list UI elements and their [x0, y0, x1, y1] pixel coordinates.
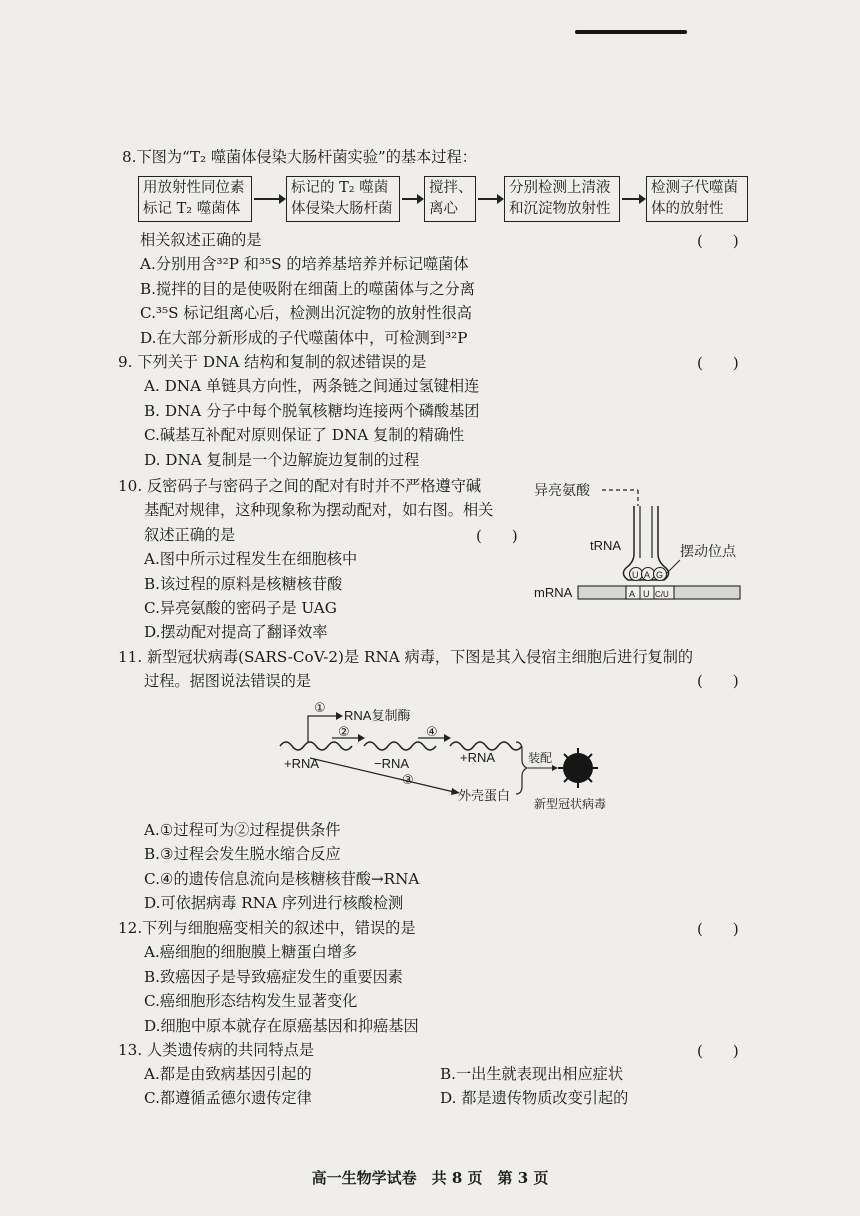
anticodon-letter: G — [656, 570, 664, 580]
wobble-label: 摆动位点 — [680, 543, 736, 559]
q13-option-c: C.都遵循孟德尔遗传定律 — [144, 1089, 312, 1107]
q13-option-d: D. 都是遗传物质改变引起的 — [440, 1089, 629, 1107]
enzyme-label: RNA复制酶 — [344, 708, 411, 723]
trna-figure — [530, 476, 750, 610]
q9-block — [118, 350, 479, 472]
arrowhead — [552, 765, 558, 771]
q11-option-d: D.可依据病毒 RNA 序列进行核酸检测 — [144, 894, 404, 913]
codon-letter: A — [629, 589, 636, 599]
q13-option-b: B.一出生就表现出相应症状 — [440, 1065, 624, 1083]
flow-arrow — [622, 198, 644, 200]
flow-arrow — [478, 198, 502, 200]
plus-rna-label: +RNA — [284, 756, 320, 771]
trna-label: tRNA — [590, 538, 622, 553]
q13-stem: 13. 人类遗传病的共同特点是 — [118, 1041, 315, 1059]
flow-box-2: 标记的 T₂ 噬菌 体侵染大肠杆菌 — [286, 176, 400, 222]
anticodon-letter: U — [632, 570, 639, 580]
minus-rna-label: −RNA — [374, 756, 410, 771]
q11-option-b: B.③过程会发生脱水缩合反应 — [144, 845, 341, 864]
step-3: ③ — [402, 772, 414, 787]
q10-option-d: D.摆动配对提高了翻译效率 — [144, 623, 328, 642]
q8-stem: 8.下图为“T₂ 噬菌体侵染大肠杆菌实验”的基本过程： — [122, 148, 477, 166]
q10-option-a: A.图中所示过程发生在细胞核中 — [144, 550, 358, 569]
q12-option-b: B.致癌因子是导致癌症发生的重要因素 — [144, 967, 403, 986]
flow-box-3: 搅拌、 离心 — [424, 176, 476, 222]
mrna-label: mRNA — [534, 585, 573, 600]
q11-answer-paren: ( ) — [697, 672, 739, 690]
flow-box-4: 分别检测上清液 和沉淀物放射性 — [504, 176, 620, 222]
q8-option-a: A.分别用含³²P 和³⁵S 的培养基培养并标记噬菌体 — [140, 255, 469, 274]
q9-option-c: C.碱基互补配对原则保证了 DNA 复制的精确性 — [144, 426, 465, 445]
q10-block — [118, 474, 493, 645]
q12-stem: 12.下列与细胞癌变相关的叙述中，错误的是 — [118, 919, 416, 937]
virus-replication-figure — [270, 696, 610, 814]
arrowhead — [444, 734, 451, 742]
q10-answer-paren: ( ) — [476, 527, 518, 545]
q12-block — [118, 916, 419, 1038]
flow-arrow — [254, 198, 284, 200]
codon-letter: C/U — [655, 590, 669, 599]
q9-stem: 9. 下列关于 DNA 结构和复制的叙述错误的是 — [118, 353, 427, 371]
q8-options — [140, 228, 475, 350]
q12-option-c: C.癌细胞形态结构发生显著变化 — [144, 992, 358, 1011]
page-footer: 高一生物学试卷 共 8 页 第 3 页 — [311, 1169, 549, 1187]
q13-answer-paren: ( ) — [697, 1042, 739, 1060]
q10-stem: 10. 反密码子与密码子之间的配对有时并不严格遵守碱 — [118, 477, 482, 495]
capsid-label: 外壳蛋白 — [458, 788, 511, 803]
minus-rna-wave — [364, 742, 436, 750]
q11-options — [144, 818, 419, 916]
q8-ask: 相关叙述正确的是 — [140, 231, 262, 249]
q11-stem: 11. 新型冠状病毒(SARS-CoV-2)是 RNA 病毒，下图是其入侵宿主细胞后进行复制的 过程。据图说法错误的是 — [118, 648, 694, 691]
arrowhead — [336, 712, 343, 720]
flow-box-5: 检测子代噬菌 体的放射性 — [646, 176, 748, 222]
codon-letter: U — [643, 589, 650, 599]
q9-option-a: A. DNA 单链具方向性，两条链之间通过氢键相连 — [144, 377, 480, 396]
arrow-1 — [308, 716, 336, 742]
virus-icon — [558, 748, 598, 788]
q11-option-c: C.④的遗传信息流向是核糖核苷酸→RNA — [144, 869, 420, 888]
plus-rna2-label: +RNA — [460, 750, 496, 765]
q10-stem: 叙述正确的是 — [144, 525, 236, 544]
q8-option-c: C.³⁵S 标记组离心后，检测出沉淀物的放射性很高 — [140, 304, 472, 323]
virus-label: 新型冠状病毒 — [534, 797, 607, 811]
step-2: ② — [338, 724, 350, 739]
arrowhead — [358, 734, 365, 742]
q9-option-d: D. DNA 复制是一个边解旋边复制的过程 — [144, 450, 420, 469]
q8-answer-paren: ( ) — [697, 232, 739, 250]
q11-option-a: A.①过程可为②过程提供条件 — [144, 821, 341, 839]
q8-option-d: D.在大部分新形成的子代噬菌体中，可检测到³²P — [140, 328, 468, 347]
q12-option-d: D.细胞中原本就存在原癌基因和抑癌基因 — [144, 1016, 419, 1035]
wobble-pointer — [666, 560, 680, 574]
q12-answer-paren: ( ) — [697, 920, 739, 938]
plus-rna2-wave — [450, 742, 522, 750]
q13-option-a: A.都是由致病基因引起的 — [144, 1065, 312, 1083]
q12-option-a: A.癌细胞的细胞膜上糖蛋白增多 — [144, 943, 358, 962]
q9-answer-paren: ( ) — [697, 354, 739, 372]
q10-stem: 基配对规律，这种现象称为摆动配对，如右图。相关 — [144, 501, 494, 520]
scan-mark — [575, 30, 687, 34]
q10-option-c: C.异亮氨酸的密码子是 UAG — [144, 599, 337, 618]
flow-arrow — [402, 198, 422, 200]
q10-option-b: B.该过程的原料是核糖核苷酸 — [144, 574, 343, 593]
step-4: ④ — [426, 724, 438, 739]
q9-option-b: B. DNA 分子中每个脱氧核糖均连接两个磷酸基团 — [144, 401, 480, 420]
step-1: ① — [314, 700, 326, 715]
assemble-label: 装配 — [528, 751, 553, 765]
q8-option-b: B.搅拌的目的是使吸附在细菌上的噬菌体与之分离 — [140, 279, 475, 298]
aa-label: 异亮氨酸 — [534, 482, 590, 498]
plus-rna-wave — [280, 742, 352, 750]
anticodon-letter: A — [644, 570, 651, 580]
flow-box-1: 用放射性同位素 标记 T₂ 噬菌体 — [138, 176, 252, 222]
